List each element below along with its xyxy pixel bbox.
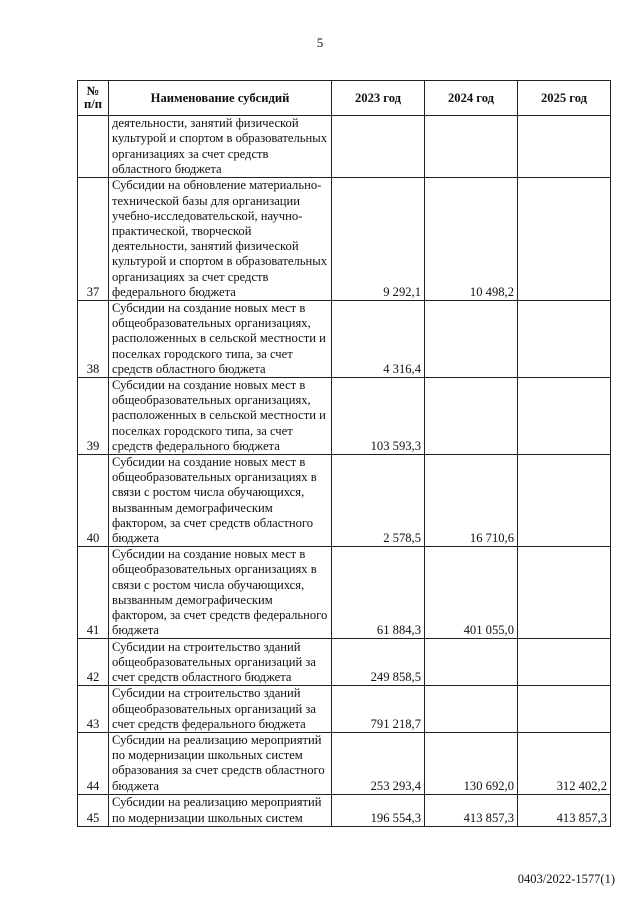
row-number: 45 (78, 794, 109, 826)
row-number: 41 (78, 547, 109, 639)
table-row (78, 547, 611, 639)
row-2024: 130 692,0 (425, 733, 518, 795)
row-number: 44 (78, 733, 109, 795)
row-2024 (425, 116, 518, 178)
row-2023: 61 884,3 (332, 547, 425, 639)
row-2025: 413 857,3 (518, 794, 611, 826)
row-number: 43 (78, 686, 109, 733)
table-row (78, 116, 611, 178)
row-2025 (518, 639, 611, 686)
row-2024 (425, 639, 518, 686)
row-2025 (518, 455, 611, 547)
row-2023: 103 593,3 (332, 378, 425, 455)
table-row (78, 733, 611, 795)
row-2023: 4 316,4 (332, 301, 425, 378)
row-name: Субсидии на обновление материально-технической базы для организации учебно-исследовательской, научно-практической, творческой деятельности, занятий физической культурой и спортом в образовательных организациях за счет средств федерального бюджета (109, 178, 332, 301)
header-2025: 2025 год (518, 81, 611, 116)
row-number: 37 (78, 178, 109, 301)
row-2023: 253 293,4 (332, 733, 425, 795)
header-name: Наименование субсидий (109, 81, 332, 116)
table-row (78, 378, 611, 455)
row-2024 (425, 686, 518, 733)
table-header-row (78, 81, 611, 116)
row-2025 (518, 301, 611, 378)
row-2025 (518, 547, 611, 639)
row-number: 40 (78, 455, 109, 547)
table-row (78, 301, 611, 378)
row-number: 42 (78, 639, 109, 686)
row-2024: 16 710,6 (425, 455, 518, 547)
row-2023 (332, 116, 425, 178)
row-2024: 10 498,2 (425, 178, 518, 301)
row-name: Субсидии на создание новых мест в общеобразовательных организациях, расположенных в сельской местности и поселках городского типа, за счет средств областного бюджета (109, 301, 332, 378)
table-row (78, 455, 611, 547)
table-row (78, 686, 611, 733)
row-name: деятельности, занятий физической культурой и спортом в образовательных организациях за счет средств областного бюджета (109, 116, 332, 178)
header-2023: 2023 год (332, 81, 425, 116)
row-2023: 9 292,1 (332, 178, 425, 301)
row-name: Субсидии на строительство зданий общеобразовательных организаций за счет средств областного бюджета (109, 639, 332, 686)
row-2024: 401 055,0 (425, 547, 518, 639)
row-2024 (425, 378, 518, 455)
row-name: Субсидии на создание новых мест в общеобразовательных организациях в связи с ростом числа обучающихся, вызванным демографическим фактором, за счет средств областного бюджета (109, 455, 332, 547)
row-number: 38 (78, 301, 109, 378)
row-2023: 2 578,5 (332, 455, 425, 547)
row-2024 (425, 301, 518, 378)
row-2025 (518, 686, 611, 733)
row-2023: 196 554,3 (332, 794, 425, 826)
table-row (78, 178, 611, 301)
row-2025 (518, 178, 611, 301)
header-2024: 2024 год (425, 81, 518, 116)
row-2023: 249 858,5 (332, 639, 425, 686)
row-name: Субсидии на строительство зданий общеобразовательных организаций за счет средств федерального бюджета (109, 686, 332, 733)
row-2023: 791 218,7 (332, 686, 425, 733)
row-name: Субсидии на реализацию мероприятий по модернизации школьных систем (109, 794, 332, 826)
document-code: 0403/2022-1577(1) (517, 872, 615, 886)
row-name: Субсидии на создание новых мест в общеобразовательных организациях, расположенных в сельской местности и поселках городского типа, за счет средств федерального бюджета (109, 378, 332, 455)
table-row (78, 794, 611, 826)
row-name: Субсидии на реализацию мероприятий по модернизации школьных систем образования за счет средств областного бюджета (109, 733, 332, 795)
subsidies-table (77, 80, 611, 827)
row-2025 (518, 116, 611, 178)
row-number: 39 (78, 378, 109, 455)
page-number: 5 (316, 35, 324, 50)
row-name: Субсидии на создание новых мест в общеобразовательных организациях в связи с ростом числа обучающихся, вызванным демографическим фактором, за счет средств федерального бюджета (109, 547, 332, 639)
row-2025: 312 402,2 (518, 733, 611, 795)
row-2025 (518, 378, 611, 455)
header-num: № п/п (78, 81, 109, 116)
row-number (78, 116, 109, 178)
table-row (78, 639, 611, 686)
row-2024: 413 857,3 (425, 794, 518, 826)
